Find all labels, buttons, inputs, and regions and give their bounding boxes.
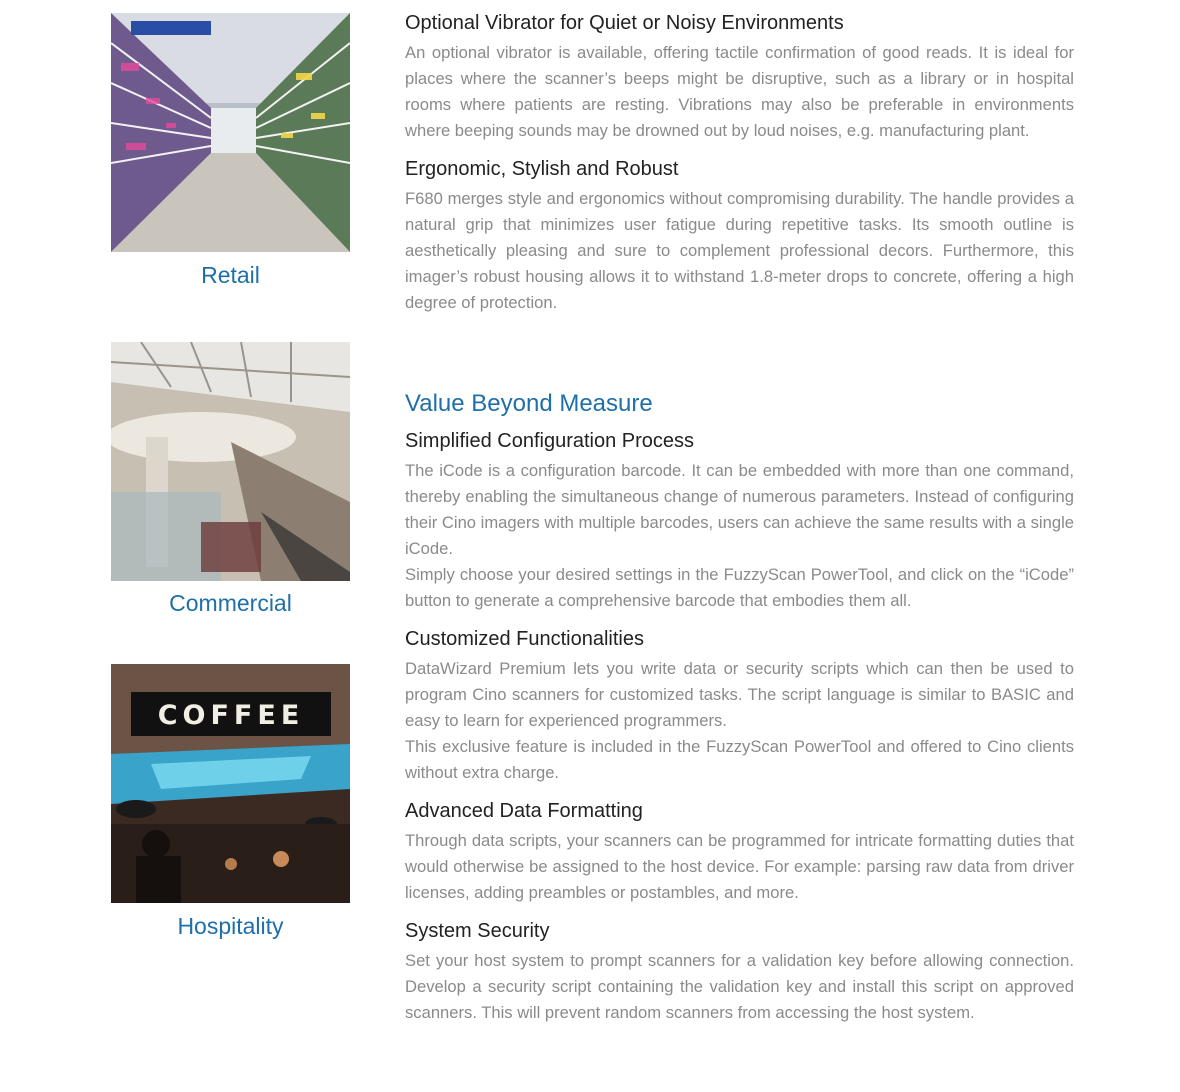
feature-paragraph: The iCode is a configuration barcode. It can be embedded with more than one command, thereby enabling the simultaneous change of numerous parameters. Instead of configuring their Cino imagers with multiple barcodes, users can achieve the same results with a single iCode. xyxy=(405,461,1074,558)
feature-configuration xyxy=(405,428,1074,614)
hospitality-caption: Hospitality xyxy=(177,913,284,939)
retail-photo xyxy=(111,13,350,252)
feature-paragraph: This exclusive feature is included in the FuzzyScan PowerTool and offered to Cino clients without extra charge. xyxy=(405,737,1074,782)
feature-paragraph: Set your host system to prompt scanners for a validation key before allowing connection. Develop a security script containing the validation key and install this script on approved scanners. This will prevent random scanners from accessing the host system. xyxy=(405,951,1074,1022)
top-features xyxy=(405,10,1074,328)
feature-formatting xyxy=(405,798,1074,906)
hospitality-photo xyxy=(111,664,350,903)
feature-heading: Optional Vibrator for Quiet or Noisy Environments xyxy=(405,12,844,34)
value-section xyxy=(405,389,1074,1038)
feature-paragraph: F680 merges style and ergonomics without compromising durability. The handle provides a natural grip that minimizes user fatigue during repetitive tasks. Its smooth outline is aesthetically pleasing and sure to complement professional decors. Furthermore, this imager’s robust housing allows it to withstand 1.8-meter drops to concrete, offering a high degree of protection. xyxy=(405,189,1074,312)
feature-heading: Ergonomic, Stylish and Robust xyxy=(405,158,679,180)
feature-heading: Simplified Configuration Process xyxy=(405,430,695,452)
feature-heading: Advanced Data Formatting xyxy=(405,800,643,822)
feature-paragraph: An optional vibrator is available, offering tactile confirmation of good reads. It is ideal for places where the scanner’s beeps might be disruptive, such as a library or in hospital rooms where patients are resting. Vibrations may also be preferable in environments where beeping sounds may be drowned out by loud noises, e.g. manufacturing plant. xyxy=(405,43,1074,140)
section-title: Value Beyond Measure xyxy=(405,390,653,417)
coffee-sign: COFFEE xyxy=(157,700,305,731)
commercial-caption: Commercial xyxy=(169,590,292,616)
feature-heading: Customized Functionalities xyxy=(405,628,644,650)
feature-paragraph: Simply choose your desired settings in the FuzzyScan PowerTool, and click on the “iCode” button to generate a comprehensive barcode that embodies them all. xyxy=(405,565,1074,610)
feature-security xyxy=(405,918,1074,1026)
retail-caption: Retail xyxy=(201,262,260,288)
feature-ergonomic xyxy=(405,156,1074,316)
feature-vibrator xyxy=(405,10,1074,144)
commercial-photo xyxy=(111,342,350,581)
feature-customized xyxy=(405,626,1074,786)
feature-paragraph: DataWizard Premium lets you write data or security scripts which can then be used to program Cino scanners for customized tasks. The script language is similar to BASIC and easy to learn for experienced programmers. xyxy=(405,659,1074,730)
feature-heading: System Security xyxy=(405,920,550,942)
feature-paragraph: Through data scripts, your scanners can be programmed for intricate formatting duties that would otherwise be assigned to the host device. For example: parsing raw data from driver licenses, adding preambles or postambles, and more. xyxy=(405,831,1074,902)
